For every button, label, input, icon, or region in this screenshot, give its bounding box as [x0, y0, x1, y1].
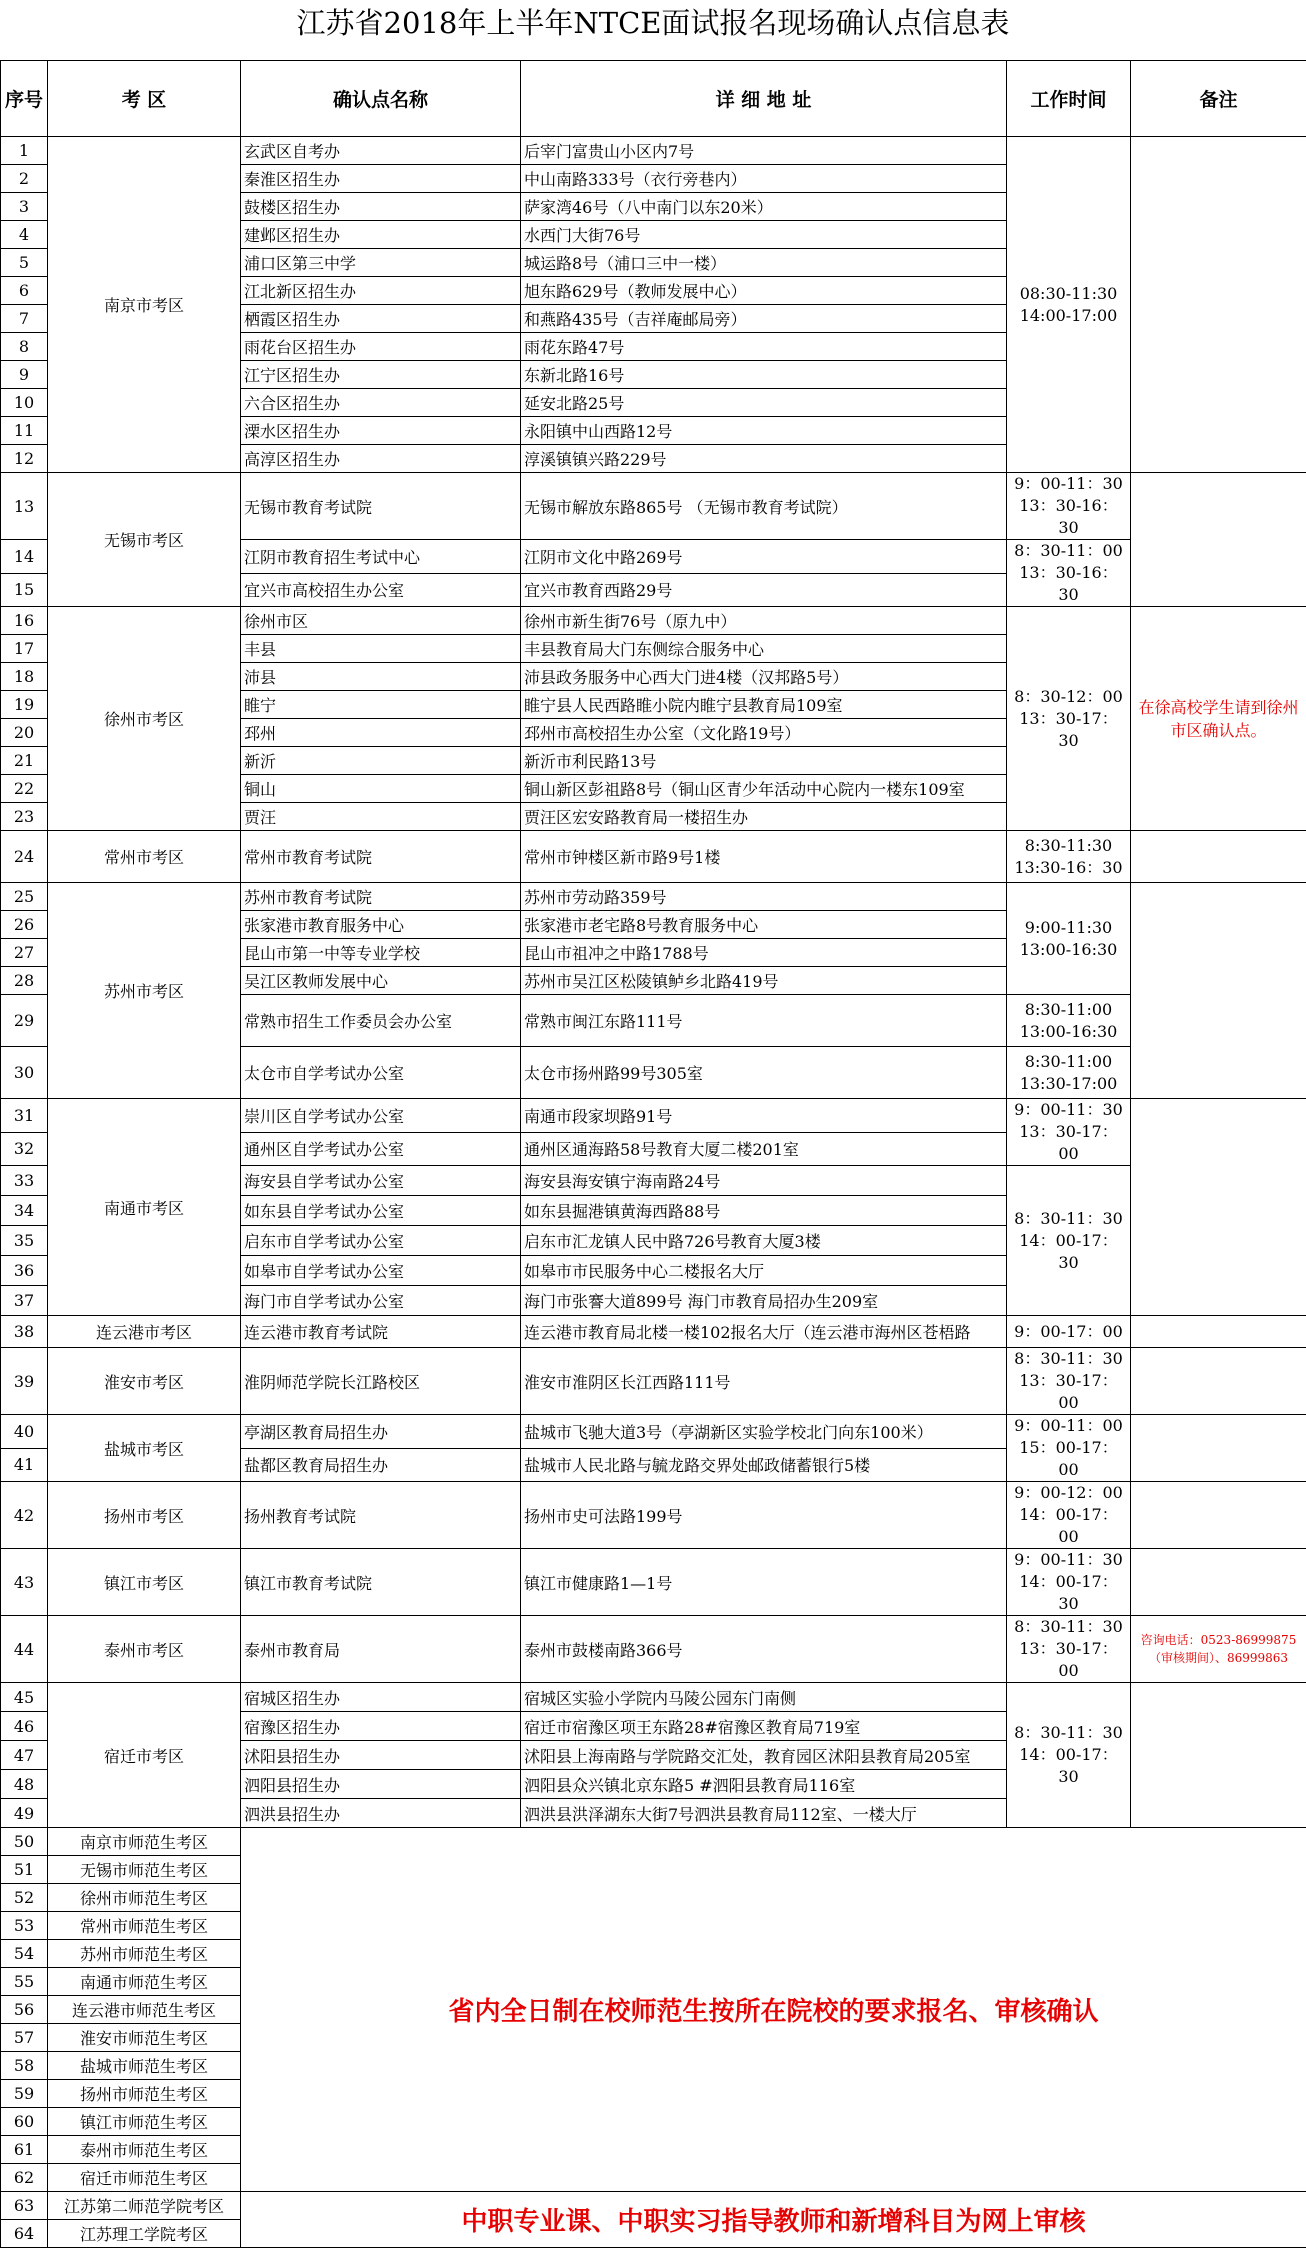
- table-row: [1, 1099, 1306, 1133]
- site-address: 张家港市老宅路8号教育服务中心: [521, 911, 1007, 939]
- district-cell: 南京市师范生考区: [48, 1828, 241, 1856]
- district-cell: 淮安市师范生考区: [48, 2024, 241, 2052]
- site-address: 盐城市飞驰大道3号（亭湖新区实验学校北门向东100米）: [521, 1415, 1007, 1449]
- site-address: 常州市钟楼区新市路9号1楼: [521, 831, 1007, 883]
- district-cell: 常州市师范生考区: [48, 1912, 241, 1940]
- remark-cell: [1131, 137, 1306, 473]
- row-number: 23: [1, 803, 48, 831]
- row-number: 31: [1, 1099, 48, 1133]
- site-name: 沭阳县招生办: [241, 1741, 521, 1770]
- row-number: 12: [1, 445, 48, 473]
- site-name: 雨花台区招生办: [241, 333, 521, 361]
- site-name: 昆山市第一中等专业学校: [241, 939, 521, 967]
- site-name: 徐州市区: [241, 607, 521, 635]
- site-name: 六合区招生办: [241, 389, 521, 417]
- site-address: 和燕路435号（吉祥庵邮局旁）: [521, 305, 1007, 333]
- site-name: 海安县自学考试办公室: [241, 1166, 521, 1196]
- site-address: 如皋市市民服务中心二楼报名大厅: [521, 1256, 1007, 1286]
- site-name: 睢宁: [241, 691, 521, 719]
- row-number: 27: [1, 939, 48, 967]
- row-number: 33: [1, 1166, 48, 1196]
- table-row: [1, 137, 1306, 165]
- site-address: 宿迁市宿豫区项王东路28#宿豫区教育局719室: [521, 1712, 1007, 1741]
- table-row: [1, 883, 1306, 911]
- row-number: 14: [1, 540, 48, 574]
- work-time: 8：30-11：30 13：30-17：00: [1007, 1348, 1131, 1415]
- row-number: 56: [1, 1996, 48, 2024]
- site-name: 贾汪: [241, 803, 521, 831]
- row-number: 43: [1, 1549, 48, 1616]
- district-cell: 镇江市考区: [48, 1549, 241, 1616]
- site-address: 泗阳县众兴镇北京东路5 #泗阳县教育局116室: [521, 1770, 1007, 1799]
- site-name: 宿城区招生办: [241, 1683, 521, 1712]
- row-number: 34: [1, 1196, 48, 1226]
- site-address: 睢宁县人民西路睢小院内睢宁县教育局109室: [521, 691, 1007, 719]
- site-name: 玄武区自考办: [241, 137, 521, 165]
- work-time: 9：00-12：00 14：00-17：00: [1007, 1482, 1131, 1549]
- site-address: 东新北路16号: [521, 361, 1007, 389]
- row-number: 32: [1, 1132, 48, 1166]
- site-address: 泰州市鼓楼南路366号: [521, 1616, 1007, 1683]
- site-name: 邳州: [241, 719, 521, 747]
- district-cell: 徐州市师范生考区: [48, 1884, 241, 1912]
- row-number: 36: [1, 1256, 48, 1286]
- row-number: 50: [1, 1828, 48, 1856]
- district-cell: 江苏第二师范学院考区: [48, 2192, 241, 2220]
- site-address: 江阴市文化中路269号: [521, 540, 1007, 574]
- site-name: 常州市教育考试院: [241, 831, 521, 883]
- site-address: 南通市段家坝路91号: [521, 1099, 1007, 1133]
- remark-cell: [1131, 1348, 1306, 1415]
- row-number: 39: [1, 1348, 48, 1415]
- row-number: 37: [1, 1286, 48, 1316]
- row-number: 60: [1, 2108, 48, 2136]
- remark-cell: [1131, 883, 1306, 1099]
- site-address: 镇江市健康路1—1号: [521, 1549, 1007, 1616]
- district-cell: 苏州市考区: [48, 883, 241, 1099]
- district-cell: 宿迁市师范生考区: [48, 2164, 241, 2192]
- district-cell: 淮安市考区: [48, 1348, 241, 1415]
- site-name: 沛县: [241, 663, 521, 691]
- district-cell: 无锡市考区: [48, 473, 241, 607]
- site-name: 连云港市教育考试院: [241, 1316, 521, 1348]
- site-name: 亭湖区教育局招生办: [241, 1415, 521, 1449]
- district-cell: 徐州市考区: [48, 607, 241, 831]
- site-address: 旭东路629号（教师发展中心）: [521, 277, 1007, 305]
- row-number: 20: [1, 719, 48, 747]
- site-name: 新沂: [241, 747, 521, 775]
- notice-online: 中职专业课、中职实习指导教师和新增科目为网上审核: [241, 2192, 1306, 2248]
- work-time: 9:00-11:30 13:00-16:30: [1007, 883, 1131, 995]
- district-cell: 无锡市师范生考区: [48, 1856, 241, 1884]
- work-time: 8：30-11：00 13：30-16：30: [1007, 540, 1131, 607]
- site-name: 扬州教育考试院: [241, 1482, 521, 1549]
- row-number: 49: [1, 1799, 48, 1828]
- site-name: 启东市自学考试办公室: [241, 1226, 521, 1256]
- remark-cell: [1131, 1099, 1306, 1316]
- row-number: 21: [1, 747, 48, 775]
- district-cell: 扬州市师范生考区: [48, 2080, 241, 2108]
- site-name: 镇江市教育考试院: [241, 1549, 521, 1616]
- row-number: 53: [1, 1912, 48, 1940]
- site-address: 后宰门富贵山小区内7号: [521, 137, 1007, 165]
- site-name: 常熟市招生工作委员会办公室: [241, 995, 521, 1047]
- row-number: 61: [1, 2136, 48, 2164]
- site-name: 通州区自学考试办公室: [241, 1132, 521, 1166]
- row-number: 13: [1, 473, 48, 540]
- remark-cell: [1131, 1683, 1306, 1828]
- remark-cell: 在徐高校学生请到徐州市区确认点。: [1131, 607, 1306, 831]
- site-address: 沛县政务服务中心西大门进4楼（汉邦路5号）: [521, 663, 1007, 691]
- row-number: 11: [1, 417, 48, 445]
- site-address: 萨家湾46号（八中南门以东20米）: [521, 193, 1007, 221]
- site-name: 如东县自学考试办公室: [241, 1196, 521, 1226]
- row-number: 15: [1, 573, 48, 607]
- site-address: 城运路8号（浦口三中一楼）: [521, 249, 1007, 277]
- header-address: 详 细 地 址: [521, 61, 1007, 137]
- site-name: 苏州市教育考试院: [241, 883, 521, 911]
- remark-cell: [1131, 1482, 1306, 1549]
- site-name: 溧水区招生办: [241, 417, 521, 445]
- page-title: 江苏省2018年上半年NTCE面试报名现场确认点信息表: [0, 0, 1306, 60]
- table-row: [1, 1549, 1306, 1616]
- row-number: 54: [1, 1940, 48, 1968]
- site-name: 丰县: [241, 635, 521, 663]
- row-number: 62: [1, 2164, 48, 2192]
- work-time: 9：00-11：00 15：00-17：00: [1007, 1415, 1131, 1482]
- district-cell: 泰州市师范生考区: [48, 2136, 241, 2164]
- site-name: 栖霞区招生办: [241, 305, 521, 333]
- site-name: 如皋市自学考试办公室: [241, 1256, 521, 1286]
- site-address: 贾汪区宏安路教育局一楼招生办: [521, 803, 1007, 831]
- district-cell: 南通市考区: [48, 1099, 241, 1316]
- site-name: 江北新区招生办: [241, 277, 521, 305]
- site-address: 淮安市淮阴区长江西路111号: [521, 1348, 1007, 1415]
- district-cell: 连云港市考区: [48, 1316, 241, 1348]
- row-number: 19: [1, 691, 48, 719]
- row-number: 30: [1, 1047, 48, 1099]
- site-address: 永阳镇中山西路12号: [521, 417, 1007, 445]
- row-number: 26: [1, 911, 48, 939]
- site-address: 启东市汇龙镇人民中路726号教育大厦3楼: [521, 1226, 1007, 1256]
- district-cell: 南京市考区: [48, 137, 241, 473]
- site-address: 沭阳县上海南路与学院路交汇处，教育园区沭阳县教育局205室: [521, 1741, 1007, 1770]
- work-time: 08:30-11:30 14:00-17:00: [1007, 137, 1131, 473]
- site-address: 连云港市教育局北楼一楼102报名大厅（连云港市海州区苍梧路: [521, 1316, 1007, 1348]
- row-number: 22: [1, 775, 48, 803]
- site-address: 苏州市吴江区松陵镇鲈乡北路419号: [521, 967, 1007, 995]
- site-name: 张家港市教育服务中心: [241, 911, 521, 939]
- district-cell: 镇江市师范生考区: [48, 2108, 241, 2136]
- site-name: 吴江区教师发展中心: [241, 967, 521, 995]
- site-address: 盐城市人民北路与毓龙路交界处邮政储蓄银行5楼: [521, 1448, 1007, 1482]
- site-name: 泗阳县招生办: [241, 1770, 521, 1799]
- row-number: 41: [1, 1448, 48, 1482]
- district-cell: 江苏理工学院考区: [48, 2220, 241, 2248]
- site-name: 高淳区招生办: [241, 445, 521, 473]
- site-address: 水西门大街76号: [521, 221, 1007, 249]
- row-number: 63: [1, 2192, 48, 2220]
- district-cell: 泰州市考区: [48, 1616, 241, 1683]
- row-number: 2: [1, 165, 48, 193]
- row-number: 55: [1, 1968, 48, 1996]
- district-cell: 盐城市考区: [48, 1415, 241, 1482]
- site-address: 延安北路25号: [521, 389, 1007, 417]
- row-number: 6: [1, 277, 48, 305]
- site-address: 如东县掘港镇黄海西路88号: [521, 1196, 1007, 1226]
- header-no: 序号: [1, 61, 48, 137]
- header-remark: 备注: [1131, 61, 1306, 137]
- site-address: 徐州市新生街76号（原九中）: [521, 607, 1007, 635]
- site-name: 鼓楼区招生办: [241, 193, 521, 221]
- district-cell: 扬州市考区: [48, 1482, 241, 1549]
- table-row: [1, 1683, 1306, 1712]
- work-time: 8：30-11：30 14：00-17：30: [1007, 1683, 1131, 1828]
- site-name: 江阴市教育招生考试中心: [241, 540, 521, 574]
- row-number: 29: [1, 995, 48, 1047]
- table-row: [1, 831, 1306, 883]
- info-table: [0, 60, 1306, 2248]
- row-number: 48: [1, 1770, 48, 1799]
- row-number: 44: [1, 1616, 48, 1683]
- work-time: 9：00-11：30 13：30-16：30: [1007, 473, 1131, 540]
- site-name: 淮阴师范学院长江路校区: [241, 1348, 521, 1415]
- site-name: 盐都区教育局招生办: [241, 1448, 521, 1482]
- row-number: 58: [1, 2052, 48, 2080]
- site-address: 常熟市闽江东路111号: [521, 995, 1007, 1047]
- table-row: [1, 607, 1306, 635]
- district-cell: 连云港市师范生考区: [48, 1996, 241, 2024]
- site-name: 江宁区招生办: [241, 361, 521, 389]
- site-address: 昆山市祖冲之中路1788号: [521, 939, 1007, 967]
- row-number: 3: [1, 193, 48, 221]
- table-row: [1, 1348, 1306, 1415]
- row-number: 57: [1, 2024, 48, 2052]
- remark-cell: [1131, 1316, 1306, 1348]
- table-row: [1, 1616, 1306, 1683]
- row-number: 9: [1, 361, 48, 389]
- row-number: 24: [1, 831, 48, 883]
- site-name: 宿豫区招生办: [241, 1712, 521, 1741]
- row-number: 28: [1, 967, 48, 995]
- site-name: 建邺区招生办: [241, 221, 521, 249]
- row-number: 45: [1, 1683, 48, 1712]
- district-cell: 盐城市师范生考区: [48, 2052, 241, 2080]
- site-name: 崇川区自学考试办公室: [241, 1099, 521, 1133]
- table-row: [1, 2192, 1306, 2220]
- work-time: 8：30-11：30 13：30-17：00: [1007, 1616, 1131, 1683]
- site-address: 中山南路333号（衣行旁巷内）: [521, 165, 1007, 193]
- site-address: 太仓市扬州路99号305室: [521, 1047, 1007, 1099]
- site-address: 扬州市史可法路199号: [521, 1482, 1007, 1549]
- row-number: 64: [1, 2220, 48, 2248]
- row-number: 5: [1, 249, 48, 277]
- site-name: 泗洪县招生办: [241, 1799, 521, 1828]
- site-name: 太仓市自学考试办公室: [241, 1047, 521, 1099]
- row-number: 1: [1, 137, 48, 165]
- site-address: 新沂市利民路13号: [521, 747, 1007, 775]
- site-name: 海门市自学考试办公室: [241, 1286, 521, 1316]
- district-cell: 宿迁市考区: [48, 1683, 241, 1828]
- row-number: 38: [1, 1316, 48, 1348]
- work-time: 9：00-11：30 13：30-17：00: [1007, 1099, 1131, 1166]
- row-number: 47: [1, 1741, 48, 1770]
- site-address: 苏州市劳动路359号: [521, 883, 1007, 911]
- site-address: 雨花东路47号: [521, 333, 1007, 361]
- site-address: 泗洪县洪泽湖东大街7号泗洪县教育局112室、一楼大厅: [521, 1799, 1007, 1828]
- site-name: 无锡市教育考试院: [241, 473, 521, 540]
- table-row: [1, 1482, 1306, 1549]
- row-number: 18: [1, 663, 48, 691]
- site-name: 秦淮区招生办: [241, 165, 521, 193]
- row-number: 40: [1, 1415, 48, 1449]
- row-number: 51: [1, 1856, 48, 1884]
- row-number: 52: [1, 1884, 48, 1912]
- district-cell: 常州市考区: [48, 831, 241, 883]
- remark-cell: [1131, 1415, 1306, 1482]
- site-name: 宜兴市高校招生办公室: [241, 573, 521, 607]
- header-district: 考 区: [48, 61, 241, 137]
- work-time: 8:30-11:00 13:00-16:30: [1007, 995, 1131, 1047]
- site-name: 铜山: [241, 775, 521, 803]
- remark-cell: [1131, 831, 1306, 883]
- header-name: 确认点名称: [241, 61, 521, 137]
- district-cell: 南通市师范生考区: [48, 1968, 241, 1996]
- site-address: 宜兴市教育西路29号: [521, 573, 1007, 607]
- site-address: 宿城区实验小学院内马陵公园东门南侧: [521, 1683, 1007, 1712]
- notice-normal: 省内全日制在校师范生按所在院校的要求报名、审核确认: [241, 1828, 1306, 2192]
- site-name: 浦口区第三中学: [241, 249, 521, 277]
- row-number: 17: [1, 635, 48, 663]
- row-number: 25: [1, 883, 48, 911]
- header-time: 工作时间: [1007, 61, 1131, 137]
- work-time: 9：00-17：00: [1007, 1316, 1131, 1348]
- work-time: 8:30-11:00 13:30-17:00: [1007, 1047, 1131, 1099]
- work-time: 8:30-11:30 13:30-16：30: [1007, 831, 1131, 883]
- table-body: [1, 137, 1306, 2248]
- work-time: 8：30-12：00 13：30-17：30: [1007, 607, 1131, 831]
- row-number: 46: [1, 1712, 48, 1741]
- site-name: 泰州市教育局: [241, 1616, 521, 1683]
- site-address: 海安县海安镇宁海南路24号: [521, 1166, 1007, 1196]
- row-number: 42: [1, 1482, 48, 1549]
- site-address: 通州区通海路58号教育大厦二楼201室: [521, 1132, 1007, 1166]
- remark-cell: 咨询电话：0523-86999875（审核期间）、86999863: [1131, 1616, 1306, 1683]
- site-address: 铜山新区彭祖路8号（铜山区青少年活动中心院内一楼东109室: [521, 775, 1007, 803]
- site-address: 淳溪镇镇兴路229号: [521, 445, 1007, 473]
- site-address: 丰县教育局大门东侧综合服务中心: [521, 635, 1007, 663]
- row-number: 59: [1, 2080, 48, 2108]
- row-number: 4: [1, 221, 48, 249]
- site-address: 无锡市解放东路865号 （无锡市教育考试院）: [521, 473, 1007, 540]
- row-number: 35: [1, 1226, 48, 1256]
- table-row: [1, 1828, 1306, 1856]
- table-row: [1, 1415, 1306, 1449]
- work-time: 8：30-11：30 14：00-17：30: [1007, 1166, 1131, 1316]
- table-row: [1, 473, 1306, 540]
- row-number: 8: [1, 333, 48, 361]
- district-cell: 苏州市师范生考区: [48, 1940, 241, 1968]
- site-address: 邳州市高校招生办公室（文化路19号）: [521, 719, 1007, 747]
- remark-cell: [1131, 1549, 1306, 1616]
- remark-cell: [1131, 473, 1306, 607]
- row-number: 10: [1, 389, 48, 417]
- work-time: 9：00-11：30 14：00-17：30: [1007, 1549, 1131, 1616]
- site-address: 海门市张謇大道899号 海门市教育局招办生209室: [521, 1286, 1007, 1316]
- table-row: [1, 1316, 1306, 1348]
- row-number: 7: [1, 305, 48, 333]
- row-number: 16: [1, 607, 48, 635]
